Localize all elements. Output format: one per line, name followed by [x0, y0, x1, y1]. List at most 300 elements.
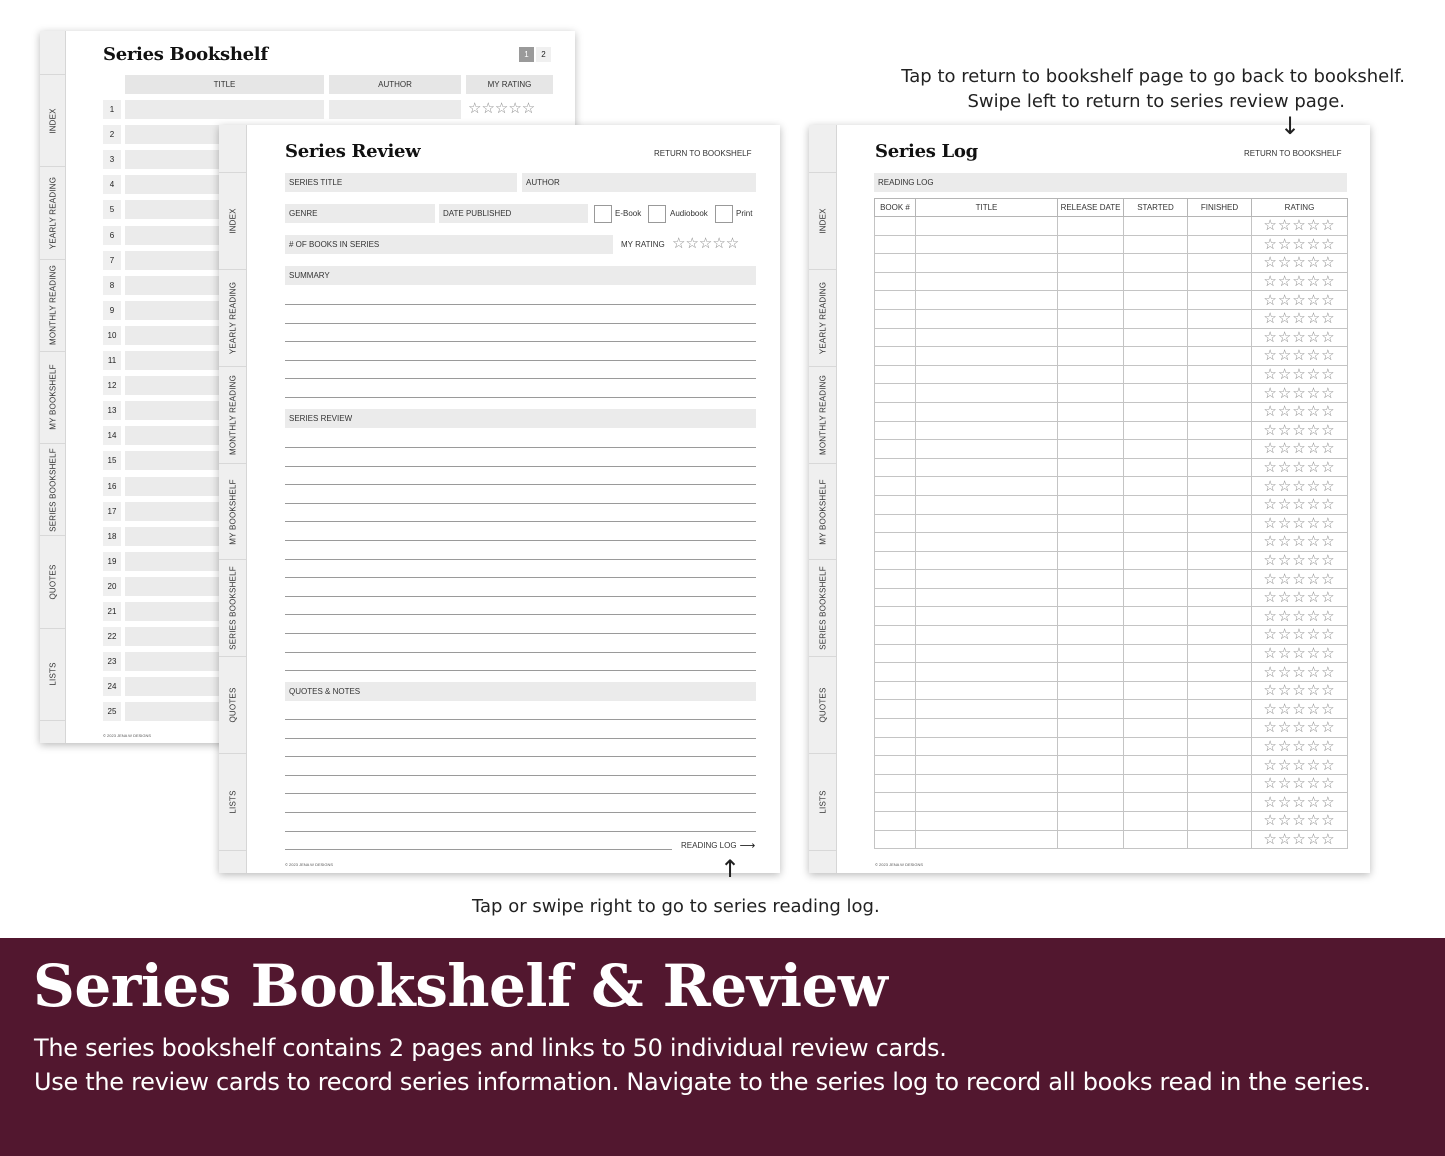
title-cell[interactable] — [916, 756, 1058, 775]
title-cell[interactable] — [916, 254, 1058, 273]
book-number-cell[interactable] — [875, 551, 916, 570]
books-in-series-field[interactable]: # OF BOOKS IN SERIES — [285, 235, 613, 254]
writing-line[interactable] — [285, 304, 756, 305]
book-number-cell[interactable] — [875, 626, 916, 645]
release-date-cell[interactable] — [1058, 217, 1124, 236]
table-row — [875, 421, 1348, 440]
started-cell[interactable] — [1124, 830, 1188, 849]
title-cell[interactable] — [916, 384, 1058, 403]
started-cell[interactable] — [1124, 328, 1188, 347]
writing-line[interactable] — [285, 831, 756, 832]
writing-line[interactable] — [285, 577, 756, 578]
table-row — [875, 458, 1348, 477]
book-number-cell[interactable] — [875, 681, 916, 700]
rating-stars[interactable]: ☆☆☆☆☆ — [1252, 719, 1348, 738]
book-number-cell[interactable] — [875, 217, 916, 236]
book-number-cell[interactable] — [875, 793, 916, 812]
finished-cell[interactable] — [1188, 328, 1252, 347]
finished-cell[interactable] — [1188, 570, 1252, 589]
arrow-up-icon: ↑ — [720, 855, 741, 883]
rating-stars[interactable]: ☆☆☆☆☆ — [1252, 291, 1348, 310]
started-cell[interactable] — [1124, 254, 1188, 273]
writing-line[interactable] — [285, 341, 756, 342]
book-number-cell[interactable] — [875, 347, 916, 366]
title-cell[interactable] — [916, 421, 1058, 440]
rating-stars[interactable]: ☆☆☆☆☆ — [1252, 217, 1348, 236]
writing-line[interactable] — [285, 378, 756, 379]
finished-cell[interactable] — [1188, 830, 1252, 849]
print-checkbox[interactable] — [715, 205, 733, 223]
genre-field[interactable]: GENRE — [285, 204, 435, 223]
book-number-cell[interactable] — [875, 328, 916, 347]
release-date-cell[interactable] — [1058, 328, 1124, 347]
started-cell[interactable] — [1124, 347, 1188, 366]
finished-cell[interactable] — [1188, 681, 1252, 700]
table-row — [875, 533, 1348, 552]
started-cell[interactable] — [1124, 756, 1188, 775]
title-cell[interactable] — [916, 644, 1058, 663]
writing-line[interactable] — [285, 360, 756, 361]
started-cell[interactable] — [1124, 477, 1188, 496]
tab-spacer — [40, 721, 65, 743]
book-number-cell[interactable] — [875, 272, 916, 291]
audiobook-checkbox[interactable] — [648, 205, 666, 223]
title-cell[interactable] — [916, 588, 1058, 607]
started-cell[interactable] — [1124, 588, 1188, 607]
book-number-cell[interactable] — [875, 365, 916, 384]
writing-line[interactable] — [285, 812, 756, 813]
book-number-cell[interactable] — [875, 607, 916, 626]
table-row — [875, 793, 1348, 812]
title-cell[interactable] — [916, 719, 1058, 738]
tab-series-bookshelf[interactable]: SERIES BOOKSHELF — [219, 560, 246, 657]
ebook-label: E-Book — [615, 209, 642, 218]
tab-strip — [40, 31, 66, 743]
started-cell[interactable] — [1124, 272, 1188, 291]
tab-monthly-reading[interactable]: MONTHLY READING — [40, 260, 65, 352]
writing-line[interactable] — [285, 614, 756, 615]
reading-log-label: READING LOG — [681, 841, 737, 850]
title-cell[interactable] — [916, 551, 1058, 570]
tab-quotes[interactable]: QUOTES — [40, 536, 65, 628]
release-date-cell[interactable] — [1058, 309, 1124, 328]
title-cell[interactable] — [916, 812, 1058, 831]
last-line — [285, 849, 672, 850]
tab-quotes[interactable]: QUOTES — [219, 657, 246, 754]
tab-lists[interactable]: LISTS — [40, 629, 65, 721]
release-date-cell[interactable] — [1058, 830, 1124, 849]
finished-cell[interactable] — [1188, 495, 1252, 514]
started-cell[interactable] — [1124, 812, 1188, 831]
rating-stars[interactable]: ☆☆☆☆☆ — [1252, 644, 1348, 663]
title-cell[interactable] — [916, 217, 1058, 236]
title-cell[interactable] — [916, 365, 1058, 384]
table-row — [875, 309, 1348, 328]
row-number: 1 — [103, 100, 121, 119]
release-date-cell[interactable] — [1058, 719, 1124, 738]
book-number-cell[interactable] — [875, 477, 916, 496]
row-number: 19 — [103, 552, 121, 571]
rating-stars[interactable]: ☆☆☆☆☆ — [1252, 309, 1348, 328]
table-row — [875, 495, 1348, 514]
finished-cell[interactable] — [1188, 272, 1252, 291]
finished-cell[interactable] — [1188, 347, 1252, 366]
row-number: 10 — [103, 326, 121, 345]
tab-index[interactable]: INDEX — [40, 75, 65, 167]
return-to-bookshelf-link[interactable]: RETURN TO BOOKSHELF — [654, 149, 752, 158]
finished-cell[interactable] — [1188, 309, 1252, 328]
started-cell[interactable] — [1124, 384, 1188, 403]
release-date-cell[interactable] — [1058, 235, 1124, 254]
info-banner — [0, 938, 1445, 1156]
rating-stars[interactable]: ☆☆☆☆☆ — [1252, 272, 1348, 291]
rating-stars[interactable]: ☆☆☆☆☆ — [1252, 440, 1348, 459]
release-date-cell[interactable] — [1058, 254, 1124, 273]
writing-line[interactable] — [285, 775, 756, 776]
started-cell[interactable] — [1124, 235, 1188, 254]
rating-stars[interactable]: ☆☆☆☆☆ — [1252, 737, 1348, 756]
finished-cell[interactable] — [1188, 254, 1252, 273]
series-review-header: SERIES REVIEW — [285, 409, 756, 428]
writing-line[interactable] — [285, 323, 756, 324]
started-cell[interactable] — [1124, 421, 1188, 440]
writing-line[interactable] — [285, 596, 756, 597]
book-number-cell[interactable] — [875, 440, 916, 459]
book-number-cell[interactable] — [875, 402, 916, 421]
title-cell[interactable] — [916, 681, 1058, 700]
started-cell[interactable] — [1124, 719, 1188, 738]
rating-stars[interactable]: ☆☆☆☆☆ — [1252, 421, 1348, 440]
book-number-cell[interactable] — [875, 309, 916, 328]
title-cell[interactable] — [916, 570, 1058, 589]
tab-yearly-reading[interactable]: YEARLY READING — [40, 167, 65, 259]
title-cell[interactable] — [916, 737, 1058, 756]
tab-series-bookshelf[interactable]: SERIES BOOKSHELF — [40, 444, 65, 536]
writing-line[interactable] — [285, 633, 756, 634]
writing-line[interactable] — [285, 719, 756, 720]
started-cell[interactable] — [1124, 570, 1188, 589]
tab-index[interactable]: INDEX — [809, 173, 836, 270]
rating-stars[interactable]: ☆☆☆☆☆ — [1252, 533, 1348, 552]
author-cell[interactable] — [329, 100, 461, 119]
table-row — [875, 384, 1348, 403]
row-number: 9 — [103, 301, 121, 320]
title-cell[interactable] — [916, 533, 1058, 552]
title-cell[interactable] — [916, 440, 1058, 459]
writing-line[interactable] — [285, 652, 756, 653]
book-number-cell[interactable] — [875, 644, 916, 663]
release-date-cell[interactable] — [1058, 365, 1124, 384]
my-rating-stars[interactable]: ☆☆☆☆☆ — [672, 234, 740, 252]
tab-index[interactable]: INDEX — [219, 173, 246, 270]
table-row — [875, 774, 1348, 793]
rating-stars[interactable]: ☆☆☆☆☆ — [1252, 551, 1348, 570]
rating-stars[interactable]: ☆☆☆☆☆ — [1252, 477, 1348, 496]
rating-stars[interactable]: ☆☆☆☆☆ — [468, 99, 536, 117]
writing-line[interactable] — [285, 466, 756, 467]
rating-stars[interactable]: ☆☆☆☆☆ — [1252, 793, 1348, 812]
release-date-cell[interactable] — [1058, 644, 1124, 663]
finished-cell[interactable] — [1188, 421, 1252, 440]
rating-stars[interactable]: ☆☆☆☆☆ — [1252, 607, 1348, 626]
book-number-cell[interactable] — [875, 254, 916, 273]
finished-cell[interactable] — [1188, 514, 1252, 533]
rating-stars[interactable]: ☆☆☆☆☆ — [1252, 254, 1348, 273]
writing-line[interactable] — [285, 503, 756, 504]
release-date-cell[interactable] — [1058, 495, 1124, 514]
started-cell[interactable] — [1124, 774, 1188, 793]
release-date-cell[interactable] — [1058, 756, 1124, 775]
rating-stars[interactable]: ☆☆☆☆☆ — [1252, 458, 1348, 477]
book-number-cell[interactable] — [875, 384, 916, 403]
writing-line[interactable] — [285, 521, 756, 522]
tab-monthly-reading[interactable]: MONTHLY READING — [219, 367, 246, 464]
book-number-cell[interactable] — [875, 533, 916, 552]
finished-cell[interactable] — [1188, 737, 1252, 756]
release-date-cell[interactable] — [1058, 812, 1124, 831]
started-cell[interactable] — [1124, 365, 1188, 384]
finished-cell[interactable] — [1188, 793, 1252, 812]
tab-quotes[interactable]: QUOTES — [809, 657, 836, 754]
started-cell[interactable] — [1124, 607, 1188, 626]
finished-cell[interactable] — [1188, 291, 1252, 310]
release-date-cell[interactable] — [1058, 402, 1124, 421]
title-cell[interactable] — [916, 235, 1058, 254]
title-cell[interactable] — [916, 477, 1058, 496]
started-cell[interactable] — [1124, 663, 1188, 682]
release-date-cell[interactable] — [1058, 737, 1124, 756]
release-date-cell[interactable] — [1058, 700, 1124, 719]
page-1-button[interactable]: 1 — [519, 47, 534, 62]
title-cell[interactable] — [916, 309, 1058, 328]
rating-stars[interactable]: ☆☆☆☆☆ — [1252, 700, 1348, 719]
book-number-cell[interactable] — [875, 774, 916, 793]
book-number-cell[interactable] — [875, 812, 916, 831]
rating-stars[interactable]: ☆☆☆☆☆ — [1252, 365, 1348, 384]
release-date-cell[interactable] — [1058, 272, 1124, 291]
rating-stars[interactable]: ☆☆☆☆☆ — [1252, 328, 1348, 347]
table-row — [875, 681, 1348, 700]
rating-stars[interactable]: ☆☆☆☆☆ — [1252, 384, 1348, 403]
row-number: 2 — [103, 125, 121, 144]
title-cell[interactable] — [916, 272, 1058, 291]
date-published-field[interactable]: DATE PUBLISHED — [439, 204, 588, 223]
writing-line[interactable] — [285, 397, 756, 398]
book-number-cell[interactable] — [875, 756, 916, 775]
title-cell[interactable] — [916, 402, 1058, 421]
series-title-field[interactable]: SERIES TITLE — [285, 173, 517, 192]
finished-cell[interactable] — [1188, 365, 1252, 384]
release-date-cell[interactable] — [1058, 384, 1124, 403]
rating-stars[interactable]: ☆☆☆☆☆ — [1252, 812, 1348, 831]
tab-yearly-reading[interactable]: YEARLY READING — [809, 270, 836, 367]
book-number-cell[interactable] — [875, 737, 916, 756]
book-number-cell[interactable] — [875, 235, 916, 254]
tab-series-bookshelf[interactable]: SERIES BOOKSHELF — [809, 560, 836, 657]
book-number-cell[interactable] — [875, 421, 916, 440]
started-cell[interactable] — [1124, 737, 1188, 756]
release-date-cell[interactable] — [1058, 588, 1124, 607]
started-cell[interactable] — [1124, 700, 1188, 719]
started-cell[interactable] — [1124, 681, 1188, 700]
writing-line[interactable] — [285, 447, 756, 448]
writing-line[interactable] — [285, 484, 756, 485]
table-row — [875, 644, 1348, 663]
release-date-cell[interactable] — [1058, 793, 1124, 812]
book-number-cell[interactable] — [875, 514, 916, 533]
finished-cell[interactable] — [1188, 774, 1252, 793]
page-2-button[interactable]: 2 — [536, 47, 551, 62]
release-date-cell[interactable] — [1058, 570, 1124, 589]
finished-cell[interactable] — [1188, 235, 1252, 254]
release-date-cell[interactable] — [1058, 440, 1124, 459]
finished-cell[interactable] — [1188, 719, 1252, 738]
book-number-cell[interactable] — [875, 719, 916, 738]
ebook-checkbox[interactable] — [594, 205, 612, 223]
release-date-cell[interactable] — [1058, 477, 1124, 496]
started-cell[interactable] — [1124, 458, 1188, 477]
finished-cell[interactable] — [1188, 458, 1252, 477]
release-date-cell[interactable] — [1058, 626, 1124, 645]
table-row — [875, 402, 1348, 421]
rating-stars[interactable]: ☆☆☆☆☆ — [1252, 756, 1348, 775]
finished-cell[interactable] — [1188, 551, 1252, 570]
started-cell[interactable] — [1124, 440, 1188, 459]
title-cell[interactable] — [916, 328, 1058, 347]
started-cell[interactable] — [1124, 495, 1188, 514]
title-cell[interactable] — [916, 793, 1058, 812]
title-cell[interactable] — [916, 607, 1058, 626]
started-cell[interactable] — [1124, 217, 1188, 236]
rating-stars[interactable]: ☆☆☆☆☆ — [1252, 402, 1348, 421]
started-cell[interactable] — [1124, 626, 1188, 645]
title-cell[interactable] — [916, 458, 1058, 477]
started-cell[interactable] — [1124, 402, 1188, 421]
started-cell[interactable] — [1124, 309, 1188, 328]
rating-stars[interactable]: ☆☆☆☆☆ — [1252, 774, 1348, 793]
writing-line[interactable] — [285, 670, 756, 671]
title-cell[interactable] — [916, 830, 1058, 849]
release-date-cell[interactable] — [1058, 514, 1124, 533]
finished-cell[interactable] — [1188, 217, 1252, 236]
title-cell[interactable] — [916, 626, 1058, 645]
finished-cell[interactable] — [1188, 384, 1252, 403]
title-cell[interactable] — [916, 663, 1058, 682]
book-number-cell[interactable] — [875, 495, 916, 514]
finished-cell[interactable] — [1188, 402, 1252, 421]
finished-cell[interactable] — [1188, 440, 1252, 459]
release-date-cell[interactable] — [1058, 551, 1124, 570]
finished-cell[interactable] — [1188, 700, 1252, 719]
tab-lists[interactable]: LISTS — [219, 754, 246, 851]
finished-cell[interactable] — [1188, 626, 1252, 645]
rating-stars[interactable]: ☆☆☆☆☆ — [1252, 830, 1348, 849]
book-number-cell[interactable] — [875, 663, 916, 682]
title-cell[interactable] — [916, 347, 1058, 366]
started-cell[interactable] — [1124, 514, 1188, 533]
page-switcher — [519, 47, 551, 62]
rating-stars[interactable]: ☆☆☆☆☆ — [1252, 514, 1348, 533]
started-cell[interactable] — [1124, 793, 1188, 812]
release-date-cell[interactable] — [1058, 421, 1124, 440]
title-cell[interactable] — [125, 100, 324, 119]
release-date-cell[interactable] — [1058, 681, 1124, 700]
tab-monthly-reading[interactable]: MONTHLY READING — [809, 367, 836, 464]
table-row — [875, 719, 1348, 738]
started-cell[interactable] — [1124, 291, 1188, 310]
writing-line[interactable] — [285, 559, 756, 560]
finished-cell[interactable] — [1188, 812, 1252, 831]
title-cell[interactable] — [916, 700, 1058, 719]
print-label: Print — [736, 209, 753, 218]
rating-stars[interactable]: ☆☆☆☆☆ — [1252, 588, 1348, 607]
writing-line[interactable] — [285, 738, 756, 739]
release-date-cell[interactable] — [1058, 607, 1124, 626]
finished-cell[interactable] — [1188, 477, 1252, 496]
finished-cell[interactable] — [1188, 607, 1252, 626]
started-cell[interactable] — [1124, 551, 1188, 570]
release-date-cell[interactable] — [1058, 774, 1124, 793]
author-field[interactable]: AUTHOR — [522, 173, 756, 192]
book-number-cell[interactable] — [875, 700, 916, 719]
title-cell[interactable] — [916, 774, 1058, 793]
rating-stars[interactable]: ☆☆☆☆☆ — [1252, 235, 1348, 254]
writing-line[interactable] — [285, 793, 756, 794]
finished-cell[interactable] — [1188, 663, 1252, 682]
release-date-cell[interactable] — [1058, 291, 1124, 310]
page-title: Series Review — [285, 141, 421, 162]
table-row — [875, 272, 1348, 291]
book-number-cell[interactable] — [875, 291, 916, 310]
writing-line[interactable] — [285, 540, 756, 541]
tab-lists[interactable]: LISTS — [809, 754, 836, 851]
book-number-cell[interactable] — [875, 588, 916, 607]
rating-stars[interactable]: ☆☆☆☆☆ — [1252, 570, 1348, 589]
tab-spacer — [219, 851, 246, 873]
finished-cell[interactable] — [1188, 756, 1252, 775]
writing-line[interactable] — [285, 756, 756, 757]
table-row — [875, 570, 1348, 589]
rating-stars[interactable]: ☆☆☆☆☆ — [1252, 663, 1348, 682]
release-date-cell[interactable] — [1058, 458, 1124, 477]
release-date-cell[interactable] — [1058, 663, 1124, 682]
title-cell[interactable] — [916, 291, 1058, 310]
rating-stars[interactable]: ☆☆☆☆☆ — [1252, 626, 1348, 645]
title-cell[interactable] — [916, 495, 1058, 514]
tab-my-bookshelf[interactable]: MY BOOKSHELF — [809, 464, 836, 561]
tab-strip — [219, 125, 247, 873]
started-cell[interactable] — [1124, 533, 1188, 552]
tab-my-bookshelf[interactable]: MY BOOKSHELF — [40, 352, 65, 444]
release-date-cell[interactable] — [1058, 347, 1124, 366]
release-date-cell[interactable] — [1058, 533, 1124, 552]
tab-yearly-reading[interactable]: YEARLY READING — [219, 270, 246, 367]
finished-cell[interactable] — [1188, 644, 1252, 663]
reading-log-link[interactable] — [681, 839, 755, 852]
rating-stars[interactable]: ☆☆☆☆☆ — [1252, 347, 1348, 366]
return-to-bookshelf-link[interactable]: RETURN TO BOOKSHELF — [1244, 149, 1342, 158]
rating-stars[interactable]: ☆☆☆☆☆ — [1252, 495, 1348, 514]
book-number-cell[interactable] — [875, 458, 916, 477]
book-number-cell[interactable] — [875, 570, 916, 589]
tab-my-bookshelf[interactable]: MY BOOKSHELF — [219, 464, 246, 561]
finished-cell[interactable] — [1188, 588, 1252, 607]
title-cell[interactable] — [916, 514, 1058, 533]
finished-cell[interactable] — [1188, 533, 1252, 552]
started-cell[interactable] — [1124, 644, 1188, 663]
book-number-cell[interactable] — [875, 830, 916, 849]
rating-stars[interactable]: ☆☆☆☆☆ — [1252, 681, 1348, 700]
